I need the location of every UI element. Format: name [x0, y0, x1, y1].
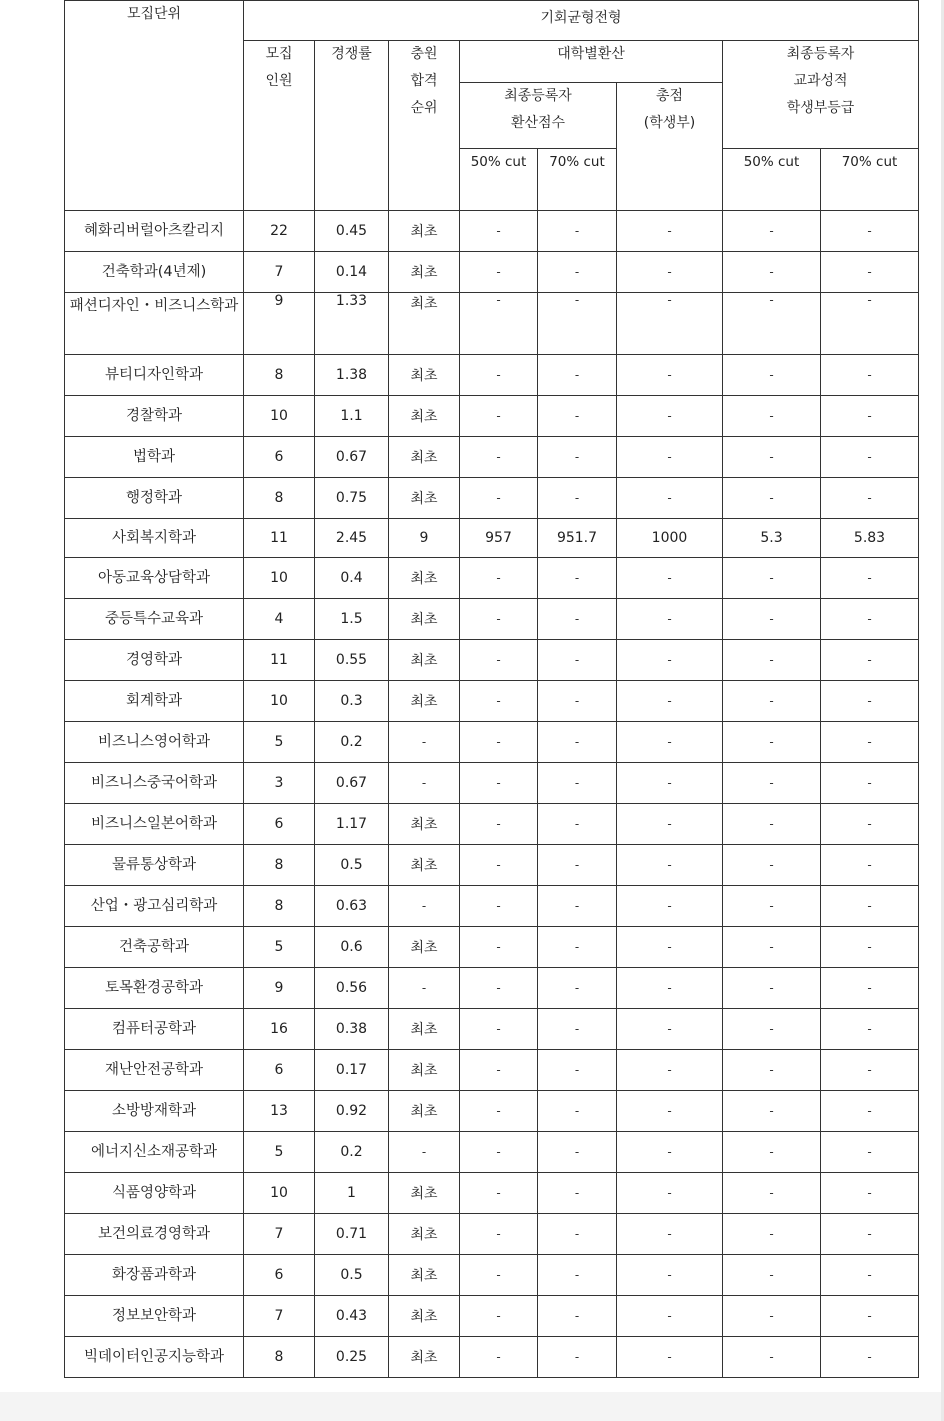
cell-score-cut50: -	[460, 1255, 538, 1296]
cell-recruit: 5	[244, 927, 315, 968]
cell-grade-cut70: -	[821, 1214, 919, 1255]
table-row	[65, 396, 919, 437]
cell-grade-cut50: -	[723, 640, 821, 681]
table-row	[65, 1214, 919, 1255]
cell-score-cut50: -	[460, 1214, 538, 1255]
table-row	[65, 599, 919, 640]
cell-recruit: 6	[244, 437, 315, 478]
table-row	[65, 1337, 919, 1378]
table-row	[65, 1296, 919, 1337]
cell-grade-cut70: -	[821, 355, 919, 396]
table-row	[65, 886, 919, 927]
cell-grade-cut70: -	[821, 1255, 919, 1296]
cell-unit: 패션디자인・비즈니스학과	[65, 293, 244, 355]
cell-score-cut70: -	[538, 252, 617, 293]
cell-score-cut70: -	[538, 396, 617, 437]
cell-grade-cut70: -	[821, 763, 919, 804]
cell-grade-cut50: -	[723, 1296, 821, 1337]
cell-score-cut70: -	[538, 886, 617, 927]
table-row	[65, 640, 919, 681]
cell-unit: 혜화리버럴아츠칼리지	[65, 211, 244, 252]
table-row	[65, 845, 919, 886]
cell-grade-cut50: -	[723, 293, 821, 355]
cell-total: -	[617, 478, 723, 519]
header-competition: 경쟁률	[315, 41, 389, 211]
table-row	[65, 355, 919, 396]
header-grade-cut50: 50% cut	[723, 149, 821, 211]
cell-score-cut50: -	[460, 478, 538, 519]
cell-rank: 최초	[389, 558, 460, 599]
cell-total: -	[617, 252, 723, 293]
cell-unit: 물류통상학과	[65, 845, 244, 886]
cell-rank: 최초	[389, 1337, 460, 1378]
cell-score-cut50: -	[460, 927, 538, 968]
cell-rate: 2.45	[315, 519, 389, 558]
cell-rank: 최초	[389, 478, 460, 519]
cell-total: -	[617, 845, 723, 886]
cell-score-cut70: -	[538, 681, 617, 722]
cell-recruit: 9	[244, 968, 315, 1009]
cell-recruit: 13	[244, 1091, 315, 1132]
cell-total: -	[617, 599, 723, 640]
cell-rank: 최초	[389, 437, 460, 478]
cell-unit: 빅데이터인공지능학과	[65, 1337, 244, 1378]
cell-rate: 0.56	[315, 968, 389, 1009]
cell-grade-cut70: -	[821, 886, 919, 927]
cell-unit: 비즈니스영어학과	[65, 722, 244, 763]
cell-score-cut70: -	[538, 1214, 617, 1255]
cell-score-cut50: -	[460, 1337, 538, 1378]
header-score-cut70: 70% cut	[538, 149, 617, 211]
cell-score-cut50: -	[460, 1173, 538, 1214]
cell-grade-cut50: -	[723, 1050, 821, 1091]
cell-recruit: 5	[244, 1132, 315, 1173]
cell-rank: 최초	[389, 252, 460, 293]
cell-unit: 경찰학과	[65, 396, 244, 437]
cell-rank: 최초	[389, 1009, 460, 1050]
cell-grade-cut70: -	[821, 804, 919, 845]
cell-total: -	[617, 1091, 723, 1132]
cell-score-cut50: -	[460, 437, 538, 478]
cell-rate: 0.67	[315, 437, 389, 478]
cell-rate: 0.17	[315, 1050, 389, 1091]
cell-recruit: 11	[244, 640, 315, 681]
cell-rate: 0.92	[315, 1091, 389, 1132]
cell-score-cut50: -	[460, 558, 538, 599]
cell-score-cut50: -	[460, 1050, 538, 1091]
cell-score-cut70: -	[538, 640, 617, 681]
cell-score-cut50: -	[460, 722, 538, 763]
cell-total: -	[617, 927, 723, 968]
cell-score-cut70: -	[538, 355, 617, 396]
cell-grade-cut50: -	[723, 1132, 821, 1173]
cell-unit: 식품영양학과	[65, 1173, 244, 1214]
cell-total: -	[617, 763, 723, 804]
cell-total: -	[617, 1173, 723, 1214]
cell-total: -	[617, 968, 723, 1009]
table-row	[65, 927, 919, 968]
cell-grade-cut70: -	[821, 211, 919, 252]
cell-rank: 최초	[389, 1214, 460, 1255]
cell-rank: 9	[389, 519, 460, 558]
cell-grade-cut70: -	[821, 640, 919, 681]
cell-recruit: 8	[244, 1337, 315, 1378]
cell-unit: 경영학과	[65, 640, 244, 681]
cell-rate: 0.2	[315, 722, 389, 763]
cell-score-cut50: -	[460, 845, 538, 886]
cell-total: -	[617, 681, 723, 722]
table-row	[65, 519, 919, 558]
header-unit: 모집단위	[65, 1, 244, 211]
cell-grade-cut70: 5.83	[821, 519, 919, 558]
header-grade-cut70: 70% cut	[821, 149, 919, 211]
cell-total: -	[617, 211, 723, 252]
cell-score-cut50: -	[460, 640, 538, 681]
cell-rank: 최초	[389, 845, 460, 886]
cell-grade-cut50: -	[723, 252, 821, 293]
cell-score-cut70: -	[538, 1009, 617, 1050]
cell-unit: 산업・광고심리학과	[65, 886, 244, 927]
cell-rank: -	[389, 763, 460, 804]
cell-grade-cut50: -	[723, 211, 821, 252]
cell-rate: 0.45	[315, 211, 389, 252]
cell-rate: 0.67	[315, 763, 389, 804]
cell-grade-cut70: -	[821, 968, 919, 1009]
cell-grade-cut70: -	[821, 1050, 919, 1091]
cell-rate: 0.25	[315, 1337, 389, 1378]
cell-grade-cut70: -	[821, 722, 919, 763]
cell-score-cut70: -	[538, 722, 617, 763]
cell-recruit: 3	[244, 763, 315, 804]
cell-grade-cut50: -	[723, 1091, 821, 1132]
header-conversion: 대학별환산	[460, 41, 723, 83]
cell-score-cut70: -	[538, 1050, 617, 1091]
cell-grade-cut70: -	[821, 1296, 919, 1337]
cell-rate: 1	[315, 1173, 389, 1214]
cell-rate: 0.63	[315, 886, 389, 927]
cell-rate: 0.3	[315, 681, 389, 722]
header-group: 기회균형전형	[244, 1, 919, 41]
cell-rank: -	[389, 722, 460, 763]
cell-rank: 최초	[389, 1255, 460, 1296]
table-row	[65, 1091, 919, 1132]
cell-recruit: 8	[244, 886, 315, 927]
table-body	[65, 211, 919, 1378]
cell-rate: 1.17	[315, 804, 389, 845]
header-grade: 최종등록자 교과성적 학생부등급	[723, 41, 919, 149]
cell-rate: 0.6	[315, 927, 389, 968]
cell-recruit: 6	[244, 1050, 315, 1091]
cell-total: -	[617, 355, 723, 396]
cell-rank: 최초	[389, 1296, 460, 1337]
cell-score-cut70: 951.7	[538, 519, 617, 558]
cell-total: -	[617, 1296, 723, 1337]
cell-unit: 토목환경공학과	[65, 968, 244, 1009]
cell-score-cut50: -	[460, 968, 538, 1009]
admission-table	[64, 0, 919, 1378]
cell-score-cut70: -	[538, 845, 617, 886]
cell-recruit: 6	[244, 804, 315, 845]
table-row	[65, 478, 919, 519]
cell-recruit: 8	[244, 845, 315, 886]
cell-recruit: 4	[244, 599, 315, 640]
cell-unit: 건축학과(4년제)	[65, 252, 244, 293]
cell-total: -	[617, 886, 723, 927]
cell-recruit: 10	[244, 558, 315, 599]
table-row	[65, 437, 919, 478]
cell-grade-cut50: -	[723, 968, 821, 1009]
cell-unit: 건축공학과	[65, 927, 244, 968]
cell-recruit: 10	[244, 396, 315, 437]
cell-unit: 소방방재학과	[65, 1091, 244, 1132]
cell-score-cut50: -	[460, 599, 538, 640]
cell-rate: 0.75	[315, 478, 389, 519]
cell-score-cut70: -	[538, 293, 617, 355]
cell-total: -	[617, 722, 723, 763]
cell-score-cut70: -	[538, 968, 617, 1009]
cell-grade-cut70: -	[821, 437, 919, 478]
cell-rank: 최초	[389, 1173, 460, 1214]
cell-grade-cut50: -	[723, 396, 821, 437]
cell-rate: 0.5	[315, 845, 389, 886]
cell-recruit: 7	[244, 1214, 315, 1255]
cell-recruit: 8	[244, 478, 315, 519]
cell-recruit: 8	[244, 355, 315, 396]
cell-rank: 최초	[389, 293, 460, 355]
cell-score-cut70: -	[538, 558, 617, 599]
cell-recruit: 7	[244, 1296, 315, 1337]
cell-unit: 중등특수교육과	[65, 599, 244, 640]
cell-total: -	[617, 293, 723, 355]
cell-rank: 최초	[389, 1050, 460, 1091]
cell-grade-cut50: -	[723, 927, 821, 968]
table-row	[65, 252, 919, 293]
cell-total: -	[617, 1009, 723, 1050]
cell-grade-cut70: -	[821, 1173, 919, 1214]
cell-unit: 아동교육상담학과	[65, 558, 244, 599]
cell-grade-cut50: -	[723, 845, 821, 886]
table-row	[65, 763, 919, 804]
cell-score-cut70: -	[538, 1296, 617, 1337]
cell-rate: 0.4	[315, 558, 389, 599]
cell-score-cut50: 957	[460, 519, 538, 558]
cell-grade-cut70: -	[821, 478, 919, 519]
table-row	[65, 1255, 919, 1296]
cell-recruit: 7	[244, 252, 315, 293]
cell-unit: 행정학과	[65, 478, 244, 519]
cell-score-cut50: -	[460, 681, 538, 722]
table-row	[65, 1132, 919, 1173]
cell-score-cut50: -	[460, 1009, 538, 1050]
cell-total: 1000	[617, 519, 723, 558]
cell-rank: 최초	[389, 211, 460, 252]
cell-grade-cut70: -	[821, 599, 919, 640]
cell-unit: 보건의료경영학과	[65, 1214, 244, 1255]
cell-score-cut70: -	[538, 804, 617, 845]
table-row	[65, 1050, 919, 1091]
header-score-cut50: 50% cut	[460, 149, 538, 211]
cell-recruit: 16	[244, 1009, 315, 1050]
table-row	[65, 1173, 919, 1214]
cell-total: -	[617, 396, 723, 437]
cell-grade-cut50: -	[723, 1214, 821, 1255]
cell-unit: 에너지신소재공학과	[65, 1132, 244, 1173]
cell-grade-cut50: -	[723, 804, 821, 845]
cell-score-cut50: -	[460, 211, 538, 252]
cell-grade-cut50: -	[723, 1337, 821, 1378]
cell-rate: 0.55	[315, 640, 389, 681]
cell-grade-cut50: -	[723, 1255, 821, 1296]
cell-grade-cut70: -	[821, 1091, 919, 1132]
header-waitlist: 충원 합격 순위	[389, 41, 460, 211]
cell-rate: 1.5	[315, 599, 389, 640]
cell-grade-cut50: -	[723, 1173, 821, 1214]
cell-score-cut50: -	[460, 1132, 538, 1173]
cell-score-cut70: -	[538, 1255, 617, 1296]
cell-grade-cut50: -	[723, 1009, 821, 1050]
cell-rate: 0.14	[315, 252, 389, 293]
cell-recruit: 9	[244, 293, 315, 355]
cell-recruit: 11	[244, 519, 315, 558]
cell-rank: 최초	[389, 927, 460, 968]
cell-rank: -	[389, 886, 460, 927]
cell-grade-cut50: 5.3	[723, 519, 821, 558]
cell-grade-cut70: -	[821, 558, 919, 599]
cell-recruit: 10	[244, 1173, 315, 1214]
cell-score-cut70: -	[538, 1173, 617, 1214]
cell-grade-cut50: -	[723, 599, 821, 640]
cell-recruit: 5	[244, 722, 315, 763]
cell-unit: 정보보안학과	[65, 1296, 244, 1337]
cell-rank: 최초	[389, 1091, 460, 1132]
cell-score-cut50: -	[460, 293, 538, 355]
cell-total: -	[617, 640, 723, 681]
cell-score-cut70: -	[538, 1091, 617, 1132]
cell-grade-cut50: -	[723, 558, 821, 599]
cell-total: -	[617, 1132, 723, 1173]
cell-grade-cut50: -	[723, 886, 821, 927]
cell-unit: 비즈니스일본어학과	[65, 804, 244, 845]
table-row	[65, 293, 919, 355]
cell-score-cut70: -	[538, 478, 617, 519]
cell-rank: 최초	[389, 681, 460, 722]
cell-score-cut70: -	[538, 211, 617, 252]
cell-score-cut70: -	[538, 927, 617, 968]
cell-total: -	[617, 1050, 723, 1091]
cell-total: -	[617, 1337, 723, 1378]
cell-rate: 0.5	[315, 1255, 389, 1296]
cell-rate: 1.38	[315, 355, 389, 396]
cell-score-cut50: -	[460, 1296, 538, 1337]
cell-grade-cut50: -	[723, 681, 821, 722]
header-conv-total: 총점 (학생부)	[617, 83, 723, 211]
cell-total: -	[617, 1214, 723, 1255]
cell-rank: -	[389, 968, 460, 1009]
cell-score-cut70: -	[538, 437, 617, 478]
cell-score-cut50: -	[460, 804, 538, 845]
cell-score-cut50: -	[460, 252, 538, 293]
cell-unit: 사회복지학과	[65, 519, 244, 558]
header-conv-score: 최종등록자 환산점수	[460, 83, 617, 149]
cell-total: -	[617, 1255, 723, 1296]
cell-rank: 최초	[389, 804, 460, 845]
cell-unit: 뷰티디자인학과	[65, 355, 244, 396]
cell-grade-cut70: -	[821, 1337, 919, 1378]
cell-grade-cut70: -	[821, 293, 919, 355]
cell-grade-cut50: -	[723, 355, 821, 396]
cell-unit: 컴퓨터공학과	[65, 1009, 244, 1050]
table-row	[65, 681, 919, 722]
cell-recruit: 22	[244, 211, 315, 252]
cell-rate: 0.2	[315, 1132, 389, 1173]
table-row	[65, 558, 919, 599]
cell-score-cut50: -	[460, 355, 538, 396]
cell-score-cut50: -	[460, 396, 538, 437]
cell-score-cut70: -	[538, 1337, 617, 1378]
cell-rank: 최초	[389, 355, 460, 396]
cell-grade-cut50: -	[723, 763, 821, 804]
table-row	[65, 804, 919, 845]
cell-rank: 최초	[389, 599, 460, 640]
header-recruit: 모집 인원	[244, 41, 315, 211]
page-footer-strip	[0, 1392, 944, 1421]
cell-rate: 1.1	[315, 396, 389, 437]
cell-unit: 법학과	[65, 437, 244, 478]
cell-unit: 재난안전공학과	[65, 1050, 244, 1091]
cell-grade-cut70: -	[821, 396, 919, 437]
cell-grade-cut70: -	[821, 681, 919, 722]
cell-total: -	[617, 558, 723, 599]
cell-score-cut70: -	[538, 599, 617, 640]
cell-grade-cut70: -	[821, 252, 919, 293]
cell-rank: 최초	[389, 640, 460, 681]
cell-grade-cut70: -	[821, 845, 919, 886]
cell-unit: 비즈니스중국어학과	[65, 763, 244, 804]
cell-rate: 0.43	[315, 1296, 389, 1337]
cell-grade-cut70: -	[821, 1009, 919, 1050]
cell-total: -	[617, 804, 723, 845]
cell-grade-cut70: -	[821, 1132, 919, 1173]
cell-recruit: 6	[244, 1255, 315, 1296]
table-row	[65, 211, 919, 252]
table-row	[65, 1009, 919, 1050]
cell-rate: 0.38	[315, 1009, 389, 1050]
cell-rank: -	[389, 1132, 460, 1173]
cell-grade-cut50: -	[723, 722, 821, 763]
cell-grade-cut70: -	[821, 927, 919, 968]
table-header	[65, 1, 919, 211]
cell-grade-cut50: -	[723, 437, 821, 478]
table-row	[65, 722, 919, 763]
cell-score-cut70: -	[538, 1132, 617, 1173]
cell-unit: 회계학과	[65, 681, 244, 722]
cell-score-cut50: -	[460, 763, 538, 804]
cell-grade-cut50: -	[723, 478, 821, 519]
cell-rate: 0.71	[315, 1214, 389, 1255]
cell-rank: 최초	[389, 396, 460, 437]
cell-rate: 1.33	[315, 293, 389, 355]
cell-score-cut50: -	[460, 1091, 538, 1132]
cell-score-cut70: -	[538, 763, 617, 804]
cell-total: -	[617, 437, 723, 478]
cell-recruit: 10	[244, 681, 315, 722]
cell-unit: 화장품과학과	[65, 1255, 244, 1296]
table-row	[65, 968, 919, 1009]
cell-score-cut50: -	[460, 886, 538, 927]
